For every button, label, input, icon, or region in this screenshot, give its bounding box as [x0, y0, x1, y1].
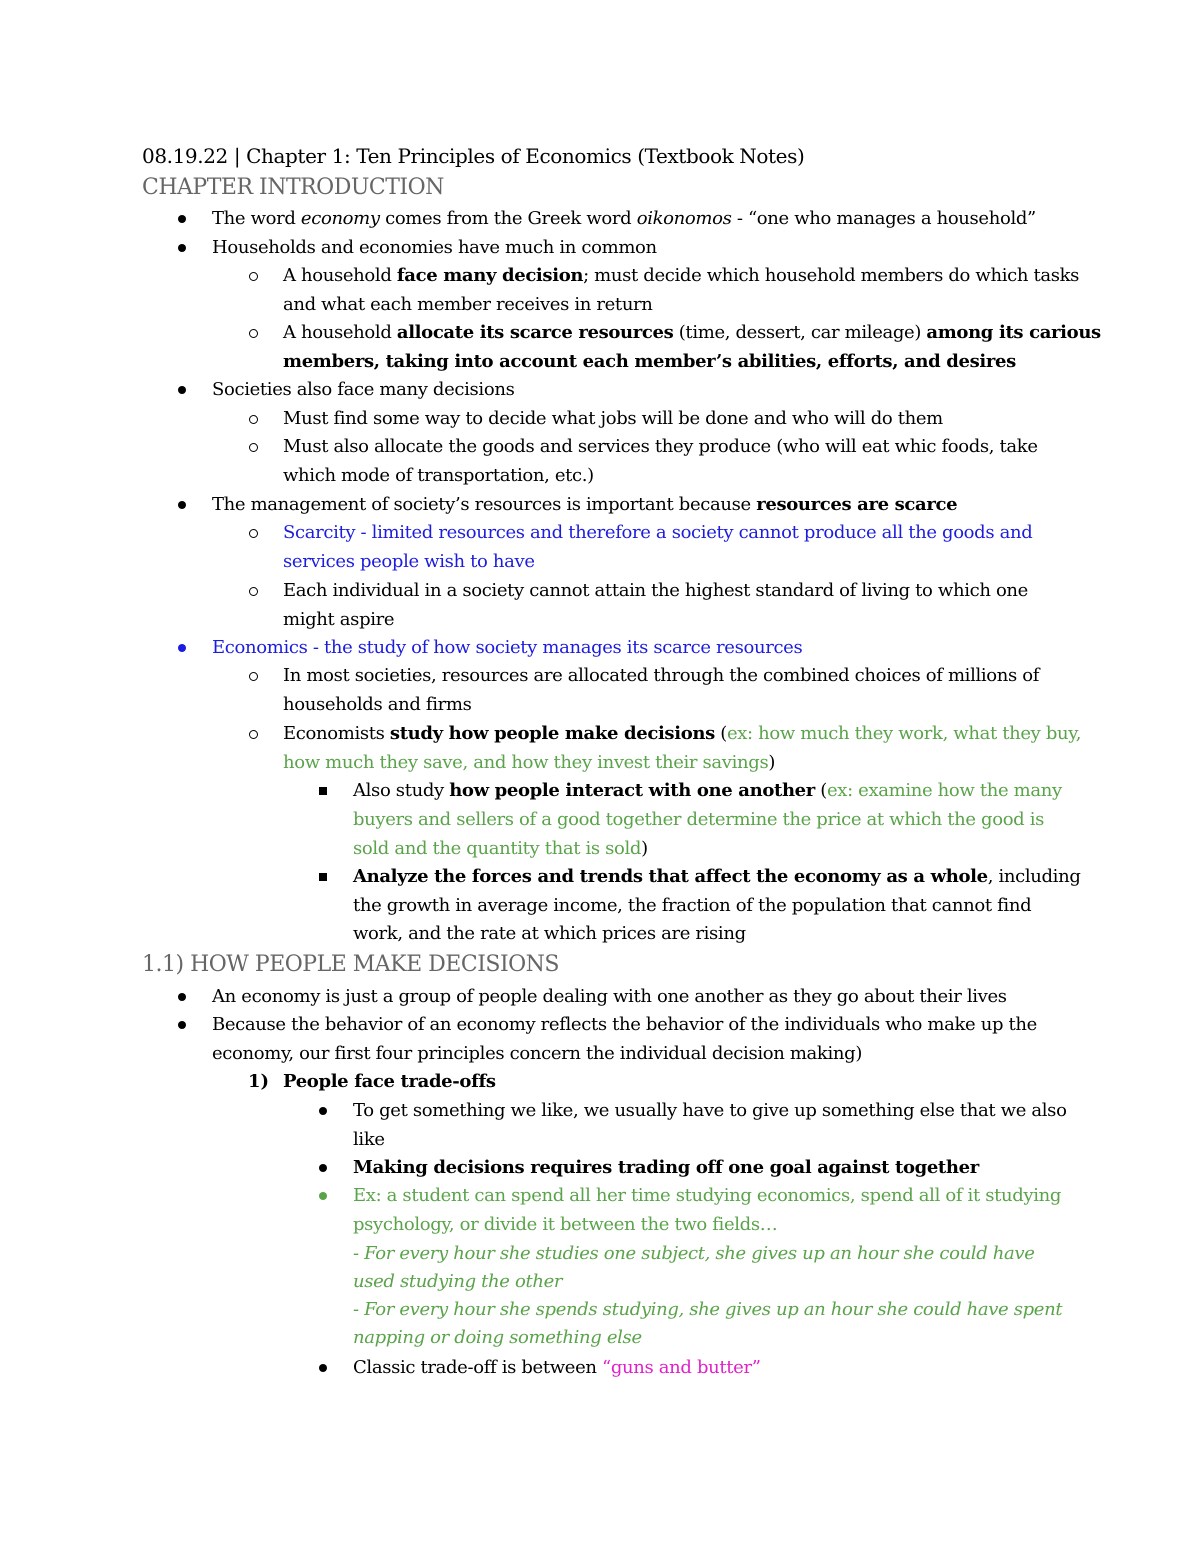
list-item: In most societies, resources are allocated through the combined choices of millions of — [283, 665, 1040, 686]
bullet-circle-icon — [249, 443, 258, 452]
list-item: Because the behavior of an economy reflects the behavior of the individuals who make up the — [212, 1014, 1037, 1035]
bullet-circle-icon — [249, 529, 258, 538]
example-continuation: psychology, or divide it between the two fields… — [353, 1214, 778, 1235]
bullet-disc-icon — [178, 1021, 186, 1029]
text: The management of society’s resources is important because — [212, 494, 757, 515]
text: A household — [283, 322, 397, 343]
highlight-text: “guns and butter” — [602, 1357, 761, 1378]
principle-title: People face trade-offs — [283, 1071, 496, 1092]
bold-text: face many decision — [396, 265, 584, 286]
list-item-continuation — [353, 835, 648, 863]
example-continuation: - For every hour she spends studying, she gives up an hour she could have spent — [353, 1299, 1063, 1320]
bullet-circle-icon — [249, 329, 258, 338]
page-title: 08.19.22 | Chapter 1: Ten Principles of Economics (Textbook Notes) — [142, 144, 805, 168]
bullet-disc-icon — [319, 1192, 327, 1200]
text: ) — [641, 838, 648, 859]
section-heading-intro: CHAPTER INTRODUCTION — [142, 175, 444, 200]
bullet-circle-icon — [249, 415, 258, 424]
example-item: Ex: a student can spend all her time studying economics, spend all of it studying — [353, 1185, 1062, 1206]
text: Classic trade-off is between — [353, 1357, 603, 1378]
list-item-continuation: economy, our first four principles concern the individual decision making) — [212, 1043, 862, 1064]
bullet-disc-icon — [178, 993, 186, 1001]
list-item-continuation: might aspire — [283, 609, 395, 630]
definition-scarcity: Scarcity - limited resources and therefore a society cannot produce all the goods and — [283, 522, 1033, 543]
bullet-circle-icon — [249, 730, 258, 739]
bullet-disc-icon — [319, 1164, 327, 1172]
bold-text: resources are scarce — [756, 494, 958, 515]
list-item — [212, 205, 1036, 233]
list-item-continuation: the growth in average income, the fraction of the population that cannot find — [353, 895, 1032, 916]
bullet-disc-icon — [178, 215, 186, 223]
bullet-square-icon — [319, 873, 327, 881]
text: The word — [212, 208, 301, 229]
list-item: An economy is just a group of people dealing with one another as they go about their lives — [212, 986, 1007, 1007]
text: ( — [814, 780, 827, 801]
bullet-disc-icon — [319, 1107, 327, 1115]
text: ) — [768, 752, 776, 773]
bullet-square-icon — [319, 787, 327, 795]
bold-text: study how people make decisions — [389, 723, 715, 744]
example-continuation: napping or doing something else — [353, 1327, 642, 1348]
list-item-continuation: like — [353, 1129, 385, 1150]
italic-term: oikonomos — [636, 208, 732, 229]
list-item — [283, 720, 1081, 748]
list-item-continuation — [283, 749, 775, 777]
text: A household — [283, 265, 397, 286]
list-item: To get something we like, we usually have to give up something else that we also — [353, 1100, 1067, 1121]
bullet-circle-icon — [249, 272, 258, 281]
list-item: Making decisions requires trading off one goal against together — [353, 1157, 979, 1178]
list-item — [353, 777, 1062, 805]
bullet-disc-icon — [178, 501, 186, 509]
list-item — [353, 863, 1081, 891]
text: (time, dessert, car mileage) — [673, 322, 927, 343]
text: , including — [987, 866, 1081, 887]
bullet-disc-icon — [178, 386, 186, 394]
list-item-continuation: work, and the rate at which prices are rising — [353, 923, 746, 944]
text: comes from the Greek word — [379, 208, 637, 229]
bullet-disc-icon — [319, 1364, 327, 1372]
text: ; must decide which household members do which tasks — [583, 265, 1080, 286]
principle-number: 1) — [248, 1071, 270, 1092]
text: ( — [714, 723, 727, 744]
example-continuation: - For every hour she studies one subject, she gives up an hour she could have — [353, 1243, 1035, 1264]
bold-text: Analyze the forces and trends that affect the economy as a whole — [353, 866, 988, 887]
text: - “one who manages a household” — [731, 208, 1036, 229]
text: Also study — [353, 780, 450, 801]
definition-scarcity-continuation: services people wish to have — [283, 551, 535, 572]
bold-text: among its carious — [926, 322, 1101, 343]
list-item-continuation: which mode of transportation, etc.) — [283, 465, 594, 486]
definition-economics: Economics - the study of how society manages its scarce resources — [212, 637, 803, 658]
text: Economists — [283, 723, 390, 744]
bullet-disc-icon — [178, 244, 186, 252]
list-item-continuation: members, taking into account each member’s abilities, efforts, and desires — [283, 351, 1016, 372]
list-item — [212, 491, 957, 519]
bold-text: allocate its scarce resources — [396, 322, 674, 343]
bold-text: how people interact with one another — [449, 780, 815, 801]
bullet-circle-icon — [249, 587, 258, 596]
list-item-continuation: buyers and sellers of a good together determine the price at which the good is — [353, 809, 1045, 830]
italic-term: economy — [300, 208, 380, 229]
example-text: ex: examine how the many — [826, 780, 1062, 801]
list-item: Must find some way to decide what jobs will be done and who will do them — [283, 408, 943, 429]
list-item — [283, 319, 1101, 347]
example-text: how much they save, and how they invest their savings — [283, 752, 769, 773]
bullet-circle-icon — [249, 672, 258, 681]
list-item: Must also allocate the goods and services they produce (who will eat whic foods, take — [283, 436, 1038, 457]
example-continuation: used studying the other — [353, 1271, 563, 1292]
list-item — [283, 262, 1079, 290]
example-text: sold and the quantity that is sold — [353, 838, 642, 859]
section-heading-decisions: 1.1) HOW PEOPLE MAKE DECISIONS — [142, 952, 559, 977]
list-item-continuation: and what each member receives in return — [283, 294, 653, 315]
list-item — [353, 1354, 761, 1382]
bullet-disc-icon — [178, 644, 186, 652]
example-text: ex: how much they work, what they buy, — [726, 723, 1082, 744]
list-item: Each individual in a society cannot attain the highest standard of living to which one — [283, 580, 1028, 601]
list-item: Households and economies have much in common — [212, 237, 657, 258]
list-item-continuation: households and firms — [283, 694, 472, 715]
list-item: Societies also face many decisions — [212, 379, 515, 400]
